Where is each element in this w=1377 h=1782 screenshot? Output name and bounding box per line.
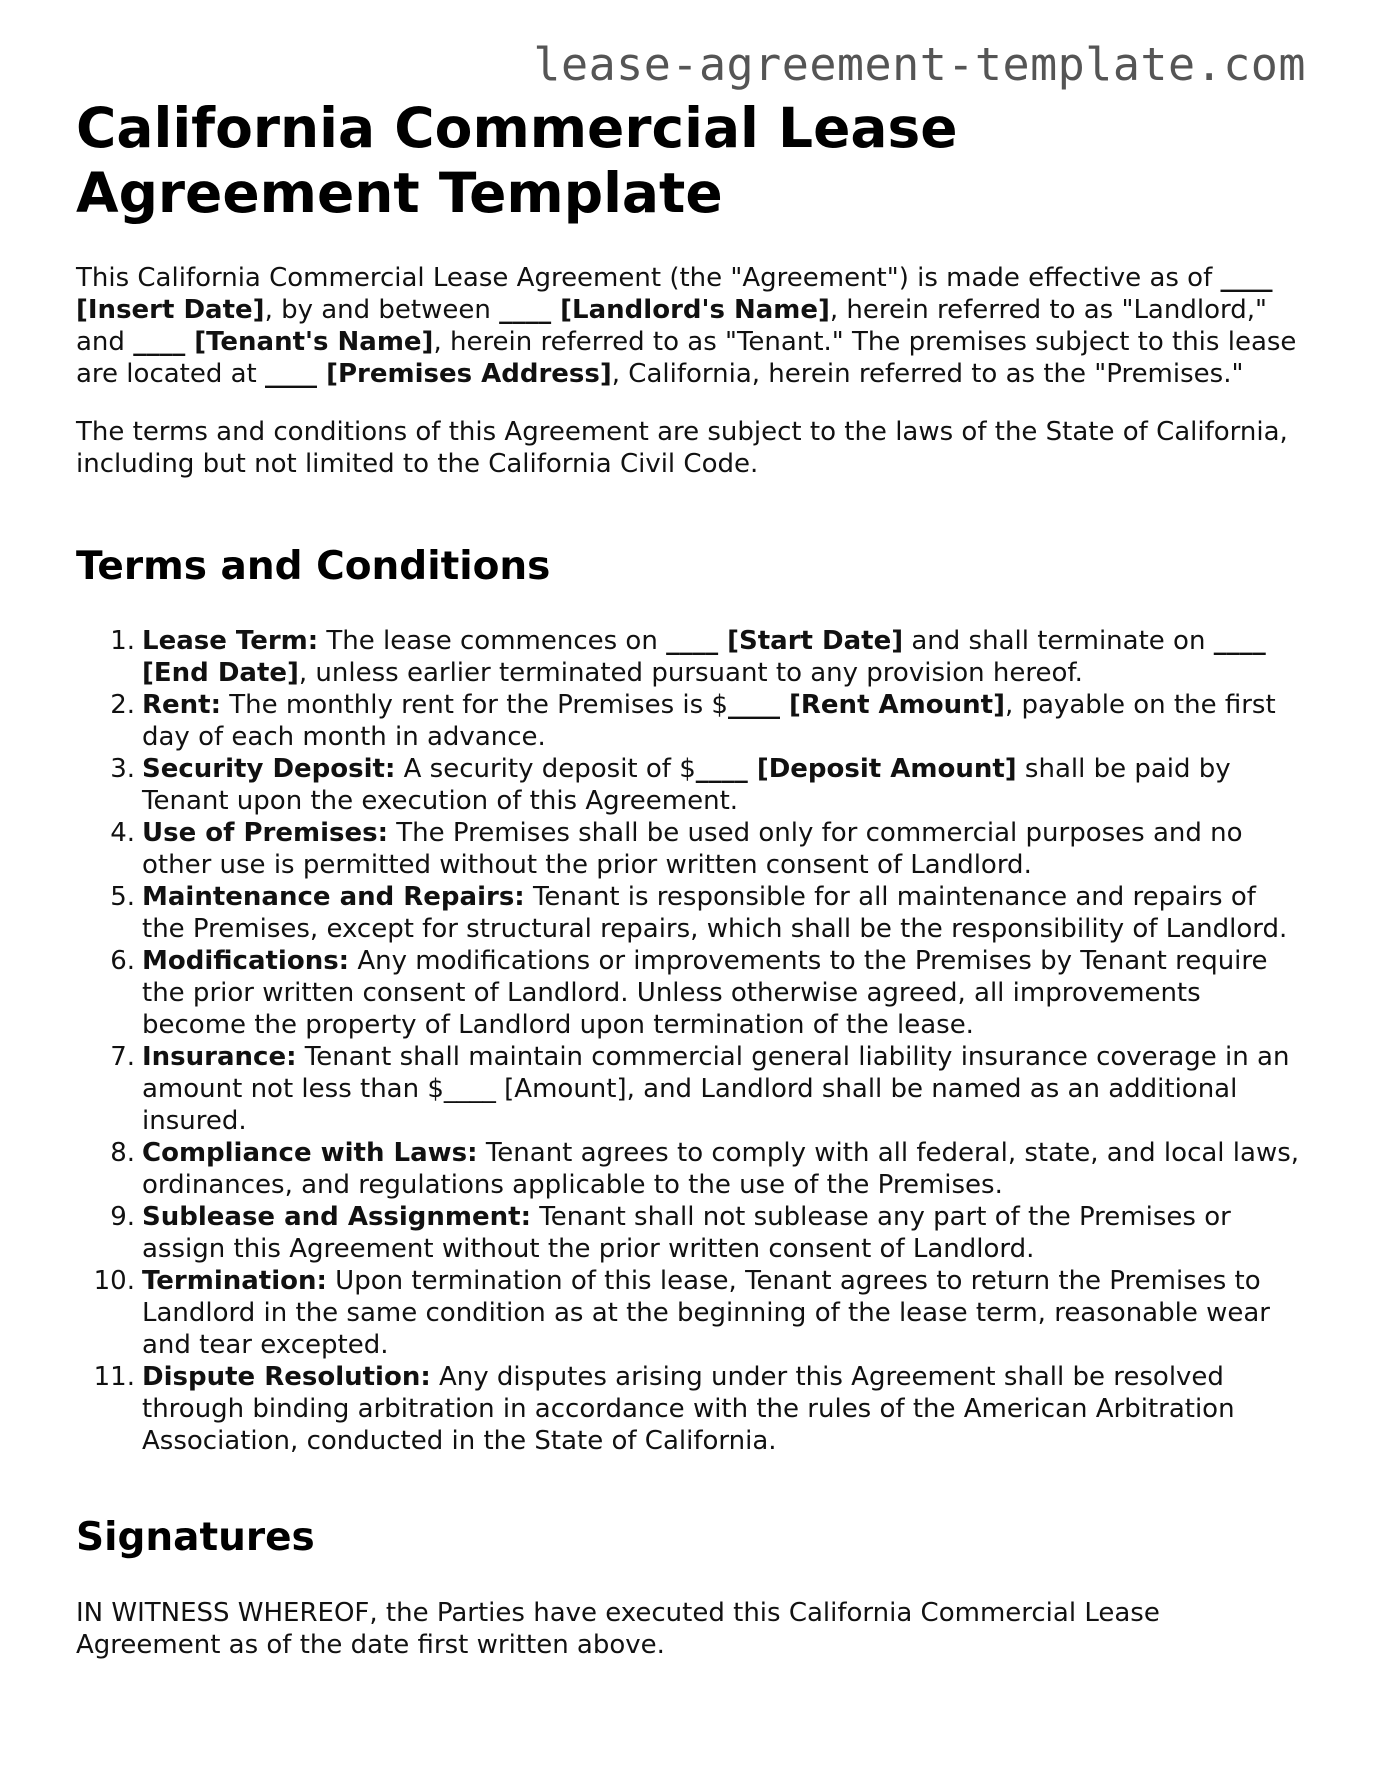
bold-text: Security Deposit: (142, 754, 396, 784)
intro-section (76, 262, 1306, 506)
term-item (76, 1201, 1306, 1265)
term-number: 2. (110, 690, 135, 720)
bold-text: Dispute Resolution: (142, 1362, 431, 1392)
bold-text: ____ [Rent Amount] (727, 690, 1005, 720)
term-number: 4. (110, 818, 135, 848)
text-run: The Premises shall be used only for commercial purposes and no other use is permitted without the prior written consent of Landlord. (142, 818, 1243, 880)
term-number: 10. (93, 1266, 135, 1296)
term-item (76, 1041, 1306, 1137)
term-item (76, 689, 1306, 753)
term-item (76, 753, 1306, 817)
bold-text: Modifications: (142, 946, 350, 976)
text-run: A security deposit of $ (395, 754, 696, 784)
governing-law-paragraph: The terms and conditions of this Agreement are subject to the laws of the State of California, including but not limited to the California Civil Code. (76, 417, 1288, 479)
term-number: 9. (110, 1202, 135, 1232)
text-run: Upon termination of this lease, Tenant agrees to return the Premises to Landlord in the same condition as at the beginning of the lease term, reasonable wear and tear excepted. (142, 1266, 1270, 1360)
term-item (76, 817, 1306, 881)
term-item (76, 881, 1306, 945)
text-run: Any modifications or improvements to the Premises by Tenant require the prior written consent of Landlord. Unless otherwise agreed, all improvements become the property of Landlord upon termination of the lease. (142, 946, 1268, 1040)
bold-text: ____ [Tenant's Name] (133, 327, 434, 357)
text-run: , California, herein referred to as the "Premises." (611, 359, 1244, 389)
text-run: , payable on the first day of each month in advance. (142, 690, 1276, 752)
bold-text: Sublease and Assignment: (142, 1202, 531, 1232)
text-run: shall be paid by Tenant upon the execution of this Agreement. (142, 754, 1231, 816)
term-number: 5. (110, 882, 135, 912)
bold-text: Use of Premises: (142, 818, 388, 848)
terms-heading: Terms and Conditions (76, 544, 551, 589)
text-run: This California Commercial Lease Agreement (the "Agreement") is made effective as of (76, 263, 1221, 293)
bold-text: ____ [Start Date] (666, 626, 904, 656)
bold-text: ____ [End Date] (142, 626, 1266, 688)
bold-text: Lease Term: (142, 626, 319, 656)
bold-text: Compliance with Laws: (142, 1138, 478, 1168)
terms-list (76, 625, 1306, 1457)
bold-text: ____ [Premises Address] (265, 359, 612, 389)
bold-text: ____ [Landlord's Name] (499, 295, 830, 325)
text-run: Any disputes arising under this Agreement shall be resolved through binding arbitration in accordance with the rules of the American Arbitration Association, conducted in the State of California. (142, 1362, 1235, 1456)
term-item (76, 625, 1306, 689)
witness-paragraph: IN WITNESS WHEREOF, the Parties have executed this California Commercial Lease Agreement as of the date first written above. (76, 1598, 1160, 1660)
intro-paragraph (76, 262, 1306, 390)
bold-text: ____ [Deposit Amount] (695, 754, 1017, 784)
text-run: Tenant shall maintain commercial general liability insurance coverage in an amount not less than $____ [Amount], and Landlord shall be named as an additional insured. (142, 1042, 1290, 1136)
document-title: California Commercial Lease Agreement Template (76, 96, 958, 225)
bold-text: Insurance: (142, 1042, 297, 1072)
text-run: and shall terminate on (903, 626, 1214, 656)
term-number: 7. (110, 1042, 135, 1072)
term-item (76, 1137, 1306, 1201)
term-item (76, 1361, 1306, 1457)
site-watermark: lease-agreement-template.com (533, 38, 1306, 91)
bold-text: ____ [Insert Date] (76, 263, 1273, 325)
text-run: Tenant is responsible for all maintenance and repairs of the Premises, except for structural repairs, which shall be the responsibility of Landlord. (142, 882, 1288, 944)
text-run: , by and between (264, 295, 500, 325)
text-run: The monthly rent for the Premises is $ (221, 690, 728, 720)
bold-text: Maintenance and Repairs: (142, 882, 525, 912)
text-run: Tenant agrees to comply with all federal, state, and local laws, ordinances, and regulations applicable to the use of the Premises. (142, 1138, 1300, 1200)
text-run: The lease commences on (318, 626, 667, 656)
term-item (76, 945, 1306, 1041)
term-number: 11. (93, 1362, 135, 1392)
bold-text: Termination: (142, 1266, 327, 1296)
text-run: , unless earlier terminated pursuant to any provision hereof. (298, 658, 1083, 688)
term-number: 3. (110, 754, 135, 784)
signatures-heading: Signatures (76, 1515, 315, 1560)
text-run: , herein referred to as "Landlord," and (76, 295, 1267, 357)
term-number: 8. (110, 1138, 135, 1168)
term-item (76, 1265, 1306, 1361)
bold-text: Rent: (142, 690, 221, 720)
term-number: 6. (110, 946, 135, 976)
text-run: Tenant shall not sublease any part of the Premises or assign this Agreement without the prior written consent of Landlord. (142, 1202, 1231, 1264)
term-number: 1. (110, 626, 135, 656)
text-run: , herein referred to as "Tenant." The premises subject to this lease are located at (76, 327, 1297, 389)
